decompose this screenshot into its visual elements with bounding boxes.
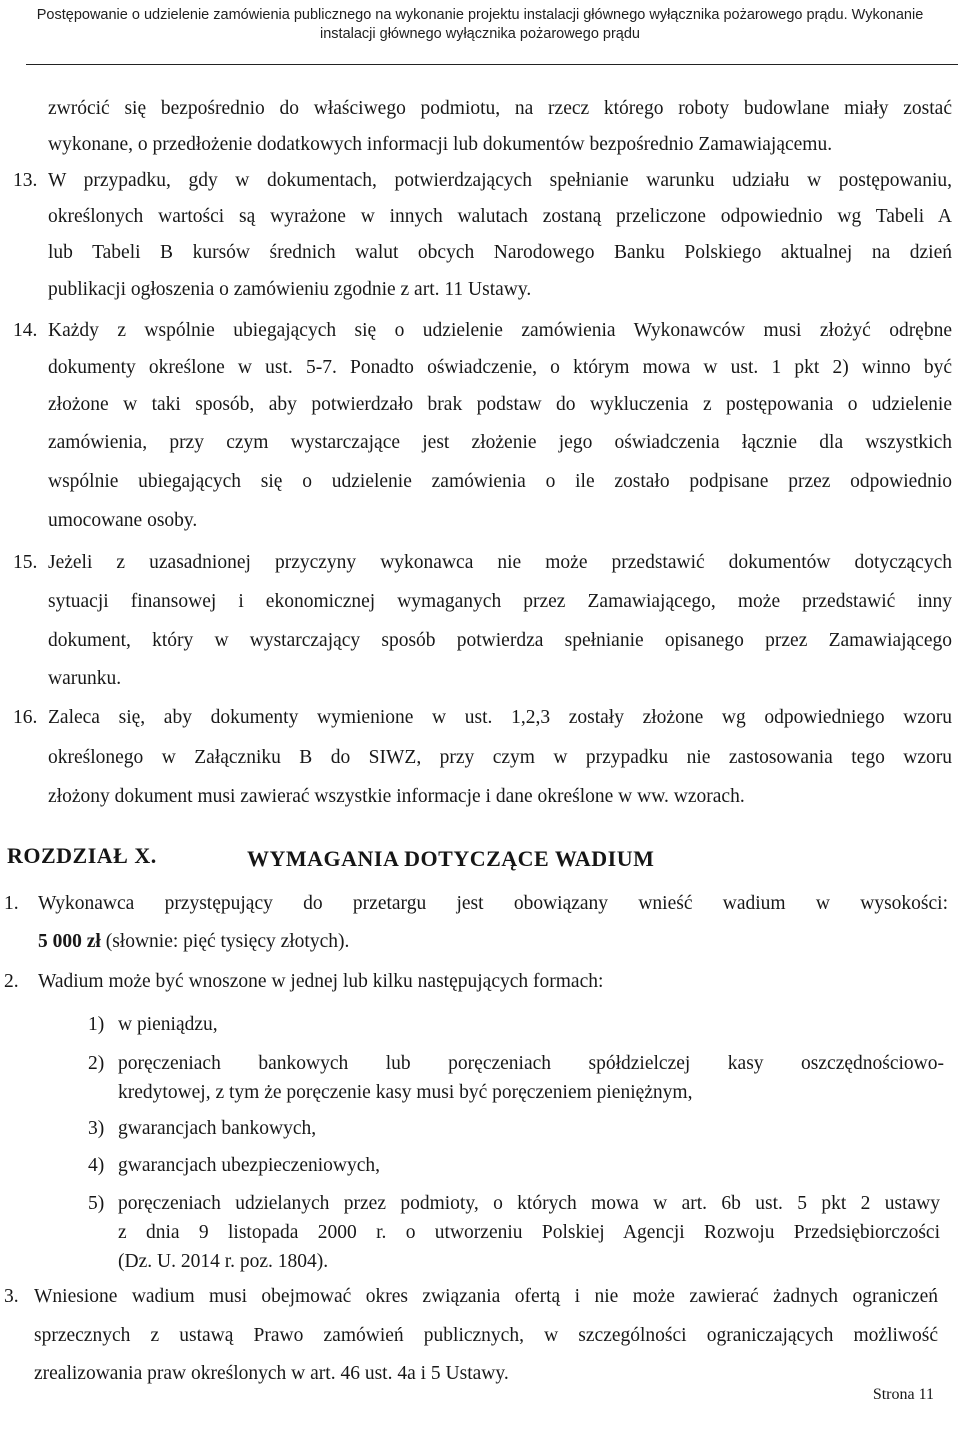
paragraph-line: złożone w taki sposób, aby potwierdzało brak podstaw do wykluczenia z postępowania o udzielenie: [48, 394, 952, 415]
paragraph-line: wspólnie ubiegających się o udzielenie zamówienia o ile zostało podpisane przez odpowiednio: [48, 471, 952, 492]
page-number: Strona 11: [872, 1386, 934, 1403]
paragraph-line: umocowane osoby.: [48, 510, 198, 531]
paragraph-line: wykonane, o przedłożenie dodatkowych informacji lub dokumentów bezpośrednio Zamawiającemu.: [48, 134, 833, 155]
paragraph-line: Wadium może być wnoszone w jednej lub kilku następujących formach:: [38, 971, 604, 992]
wadium-amount-words: (słownie: pięć tysięcy złotych).: [100, 931, 350, 952]
subitem-line: gwarancjach ubezpieczeniowych,: [118, 1155, 381, 1176]
paragraph-line: dokument, który w wystarczający sposób potwierdza spełnianie opisanego przez Zamawiającego: [48, 630, 952, 651]
paragraph-line: określonego w Załączniku B do SIWZ, przy czym w przypadku nie zastosowania tego wzoru: [48, 747, 952, 768]
chapter-label: ROZDZIAŁ X.: [7, 843, 157, 868]
subitem-number: 5): [88, 1193, 105, 1214]
wadium-amount: 5 000 zł: [38, 931, 101, 952]
header-line-1: Postępowanie o udzielenie zamówienia publicznego na wykonanie projektu instalacji głównego wyłącznika pożarowego prądu. Wykonanie: [36, 7, 924, 23]
paragraph-line: dokumenty określone w ust. 5-7. Ponadto oświadczenie, o którym mowa w ust. 1 pkt 2) winno być: [48, 357, 952, 378]
subitem-number: 1): [88, 1014, 105, 1035]
paragraph-line: Jeżeli z uzasadnionej przyczyny wykonawca nie może przedstawić dokumentów dotyczących: [48, 552, 952, 573]
subitem-line: poręczeniach udzielanych przez podmioty, o których mowa w art. 6b ust. 5 pkt 2 ustawy: [118, 1193, 940, 1214]
subitem-number: 2): [88, 1053, 105, 1074]
paragraph-line: zwrócić się bezpośrednio do właściwego podmiotu, na rzecz którego roboty budowlane miały zostać: [48, 98, 952, 119]
paragraph-line: sprzecznych z ustawą Prawo zamówień publicznych, w szczególności ograniczających możliwość: [34, 1325, 938, 1346]
paragraph-line: lub Tabeli B kursów średnich walut obcych Narodowego Banku Polskiego aktualnej na dzień: [48, 242, 952, 263]
subitem-line: gwarancjach bankowych,: [118, 1118, 317, 1139]
item-number: 1.: [4, 893, 19, 914]
subitem-number: 3): [88, 1118, 105, 1139]
subitem-line: (Dz. U. 2014 r. poz. 1804).: [118, 1251, 329, 1272]
item-number: 13.: [13, 170, 38, 191]
paragraph-line: Zaleca się, aby dokumenty wymienione w ust. 1,2,3 zostały złożone wg odpowiedniego wzoru: [48, 707, 952, 728]
paragraph-line: warunku.: [48, 668, 122, 689]
paragraph-line: [38, 931, 349, 953]
paragraph-line: Wykonawca przystępujący do przetargu jest obowiązany wnieść wadium w wysokości:: [38, 893, 948, 914]
paragraph-line: W przypadku, gdy w dokumentach, potwierdzających spełnianie warunku udziału w postępowaniu,: [48, 170, 952, 191]
paragraph-line: Każdy z wspólnie ubiegających się o udzielenie zamówienia Wykonawców musi złożyć odrębne: [48, 320, 952, 341]
item-number: 16.: [13, 707, 38, 728]
chapter-title: WYMAGANIA DOTYCZĄCE WADIUM: [247, 846, 655, 871]
paragraph-line: sytuacji finansowej i ekonomicznej wymaganych przez Zamawiającego, może przedstawić inny: [48, 591, 952, 612]
item-number: 3.: [4, 1286, 19, 1307]
subitem-line: kredytowej, z tym że poręczenie kasy musi być poręczeniem pieniężnym,: [118, 1082, 693, 1103]
paragraph-line: zamówienia, przy czym wystarczające jest złożenie jego oświadczenia łącznie dla wszystkich: [48, 432, 952, 453]
subitem-line: w pieniądzu,: [118, 1014, 218, 1035]
paragraph-line: złożony dokument musi zawierać wszystkie informacje i dane określone w ww. wzorach.: [48, 786, 745, 807]
item-number: 2.: [4, 971, 19, 992]
paragraph-line: określonych wartości są wyrażone w innych walutach zostaną przeliczone odpowiednio wg Tabeli A: [48, 206, 952, 227]
subitem-line: poręczeniach bankowych lub poręczeniach spółdzielczej kasy oszczędnościowo-: [118, 1053, 944, 1074]
paragraph-line: publikacji ogłoszenia o zamówieniu zgodnie z art. 11 Ustawy.: [48, 279, 532, 300]
paragraph-line: zrealizowania praw określonych w art. 46 ust. 4a i 5 Ustawy.: [34, 1363, 509, 1384]
paragraph-line: Wniesione wadium musi obejmować okres związania ofertą i nie może zawierać żadnych ograniczeń: [34, 1286, 938, 1307]
item-number: 15.: [13, 552, 38, 573]
subitem-number: 4): [88, 1155, 105, 1176]
subitem-line: z dnia 9 listopada 2000 r. o utworzeniu Polskiej Agencji Rozwoju Przedsiębiorczości: [118, 1222, 940, 1243]
header-line-2: instalacji głównego wyłącznika pożarowego prądu: [320, 26, 640, 42]
item-number: 14.: [13, 320, 38, 341]
